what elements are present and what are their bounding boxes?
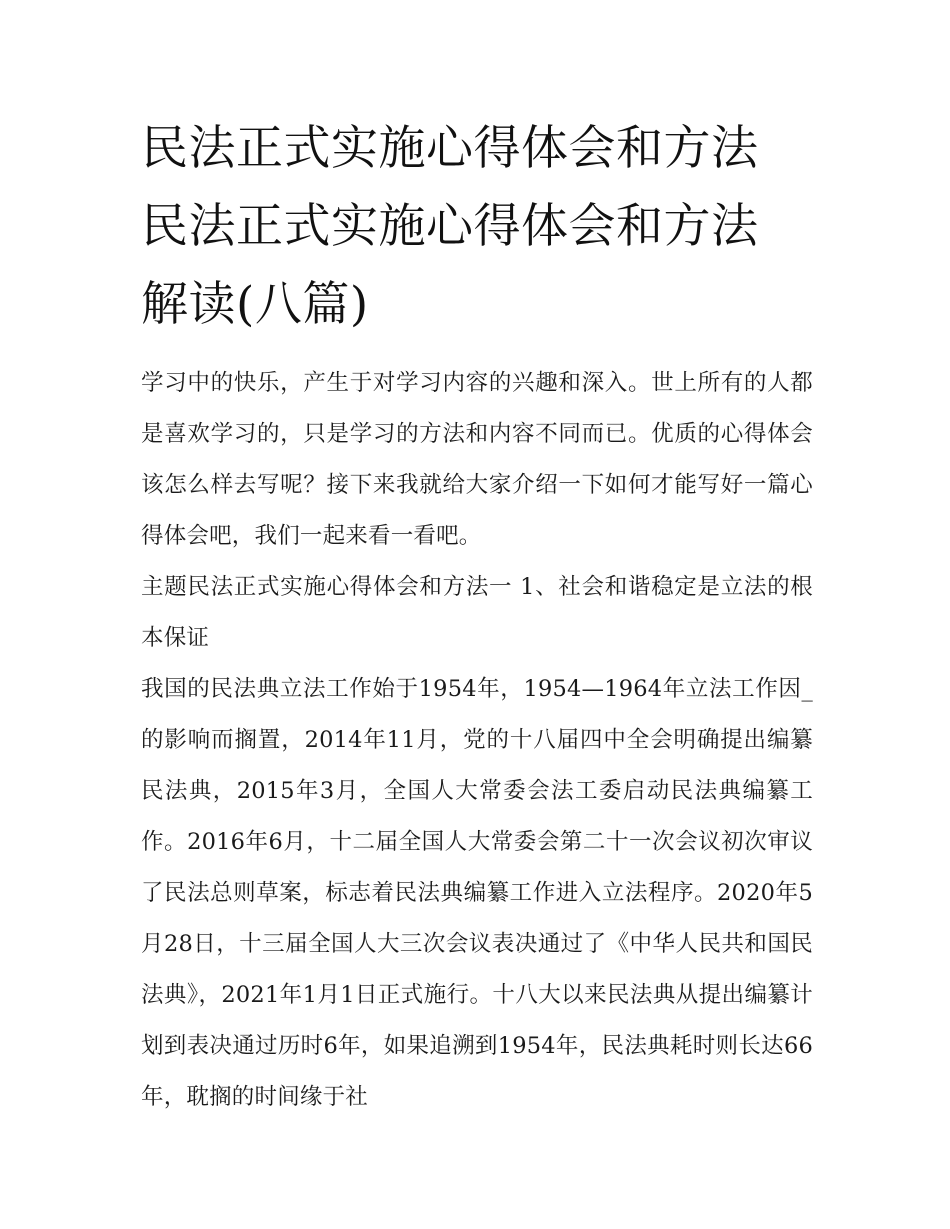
title-line-2: 民法正式实施心得体会和方法 bbox=[141, 199, 759, 254]
document-title bbox=[141, 110, 813, 344]
title-line-3: 解读(八篇) bbox=[141, 277, 369, 332]
section-heading-paragraph: 主题民法正式实施心得体会和方法一 1、社会和谐稳定是立法的根本保证 bbox=[141, 574, 813, 651]
document-page bbox=[141, 110, 813, 1123]
title-line-1: 民法正式实施心得体会和方法 bbox=[141, 121, 759, 176]
history-paragraph: 我国的民法典立法工作始于1954年，1954—1964年立法工作因_的影响而搁置，2014年11月，党的十八届四中全会明确提出编纂民法典，2015年3月，全国人大常委会法工委启动民法典编纂工作。2016年6月，十二届全国人大常委会第二十一次会议初次审议了民法总则草案，标志着民法典编纂工作进入立法程序。2020年5月28日，十三届全国人大三次会议表决通过了《中华人民共和国民法典》，2021年1月1日正式施行。十八大以来民法典从提出编纂计划到表决通过历时6年，如果追溯到1954年，民法典耗时则长达66年，耽搁的时间缘于社 bbox=[141, 676, 813, 1110]
document-body bbox=[141, 358, 813, 1123]
intro-paragraph: 学习中的快乐，产生于对学习内容的兴趣和深入。世上所有的人都是喜欢学习的，只是学习的方法和内容不同而已。优质的心得体会该怎么样去写呢？接下来我就给大家介绍一下如何才能写好一篇心得体会吧，我们一起来看一看吧。 bbox=[141, 370, 813, 549]
